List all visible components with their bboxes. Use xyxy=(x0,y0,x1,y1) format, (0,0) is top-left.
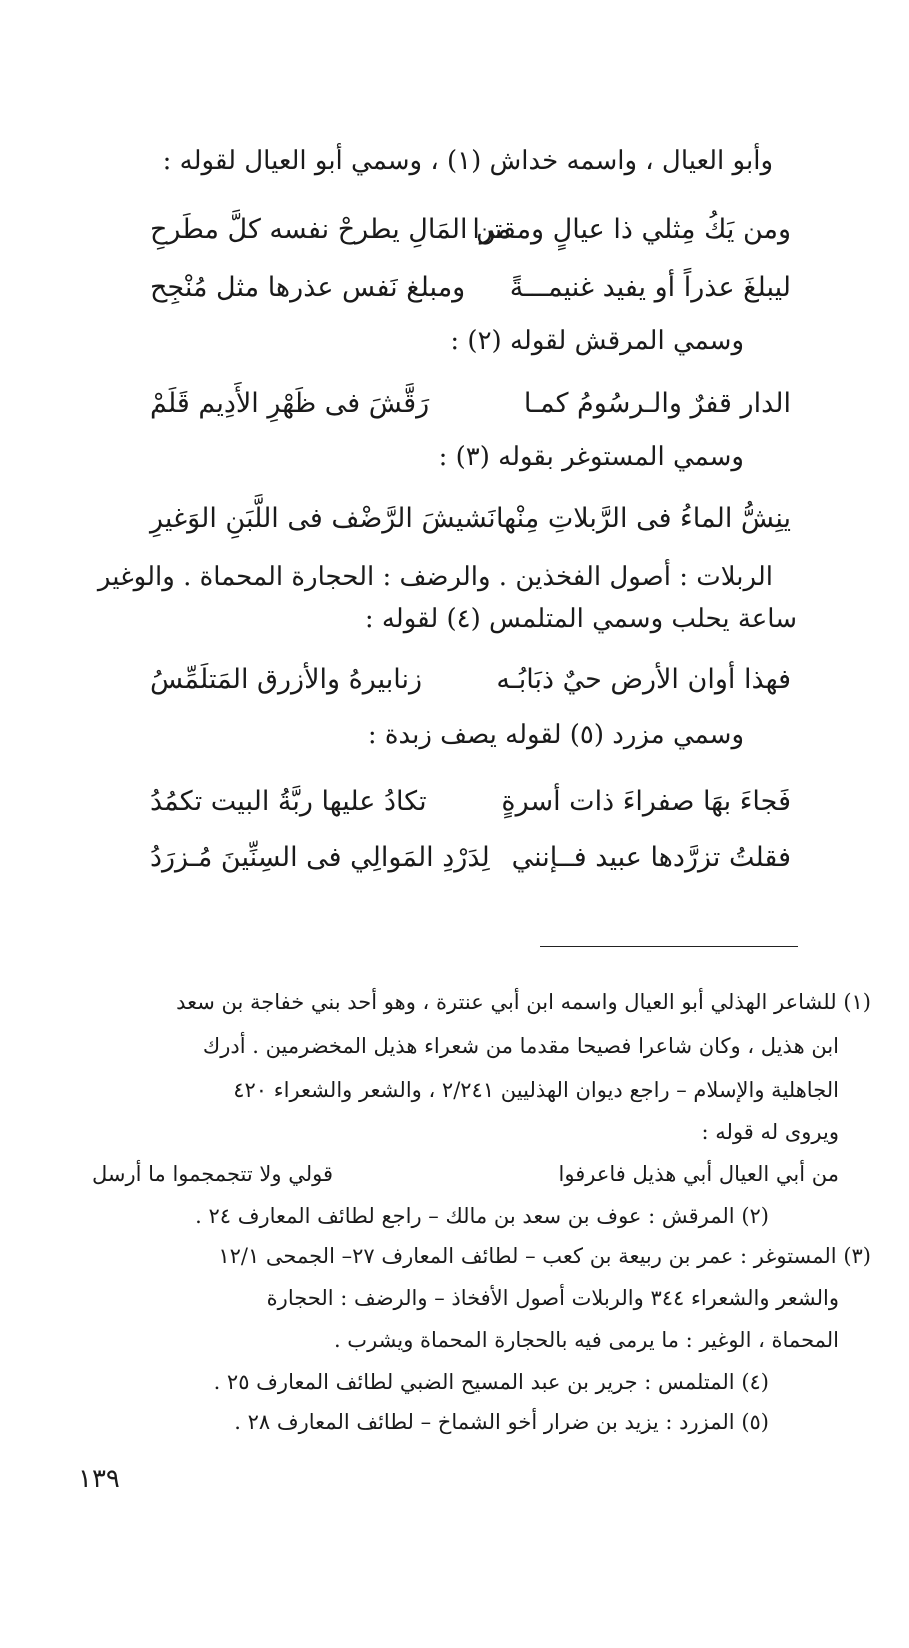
verse-4-second-hemistich: نَشيشَ الرَّضْف فى اللَّبَنِ الوَغيرِ xyxy=(150,503,496,534)
footnote-3-line-2: والشعر والشعراء ٣٤٤ والربلات أصول الأفخاذ – والرضف : الحجارة xyxy=(266,1286,839,1310)
verse-3-first-hemistich: الدار قفرٌ والـرسُومُ كمـا xyxy=(523,388,791,419)
footnote-1-line-1: (١) للشاعر الهذلي أبو العيال واسمه ابن أبي عنترة ، وهو أحد بني خفاجة بن سعد xyxy=(176,990,871,1014)
verse-5-second-hemistich: زنابيرهُ والأزرق المَتلَمِّسُ xyxy=(150,664,423,695)
murakkish-intro: وسمي المرقش لقوله (٢) : xyxy=(450,326,744,356)
verse-6-second-hemistich: تكادُ عليها ربَّةُ البيت تكمُدُ xyxy=(150,786,427,817)
footnote-4: (٤) المتلمس : جرير بن عبد المسيح الضبي لطائف المعارف ٢٥ . xyxy=(213,1370,769,1394)
verse-7-second-hemistich: لِدَرْدِ المَوالِي فى السِنِّينَ مُـزرَدُ xyxy=(150,842,490,873)
footnote-3-line-3: المحماة ، الوغير : ما يرمى فيه بالحجارة المحماة ويشرب . xyxy=(333,1328,839,1352)
mustawghir-intro: وسمي المستوغر بقوله (٣) : xyxy=(438,442,744,472)
footnote-1-verse-second: قولي ولا تتجمجموا ما أرسل xyxy=(92,1162,333,1186)
footnote-1-line-3: الجاهلية والإسلام – راجع ديوان الهذليين ٢/٢٤١ ، والشعر والشعراء ٤٢٠ xyxy=(233,1078,839,1102)
footnote-divider xyxy=(540,946,798,947)
verse-7-first-hemistich: فقلتُ تزرَّدها عبيد فــإنني xyxy=(511,842,791,873)
verse-2-second-hemistich: ومبلغ نَفس عذرها مثل مُنْجِح xyxy=(150,272,466,303)
verse-5-first-hemistich: فهذا أوان الأرض حيٌ ذبَابُـه xyxy=(496,664,791,695)
verse-3-second-hemistich: رَقَّشَ فى ظَهْرِ الأَدِيم قَلَمْ xyxy=(150,388,430,419)
verse-2-first-hemistich: ليبلغَ عذراً أو يفيد غنيمـــةً xyxy=(509,272,791,303)
page-number: ١٣٩ xyxy=(78,1464,120,1494)
footnote-1-verse-first: من أبي العيال أبي هذيل فاعرفوا xyxy=(558,1162,839,1186)
verse-4-first-hemistich: ينِشُّ الماءُ فى الرَّبلاتِ مِنْها xyxy=(495,503,791,534)
gloss-line-2: ساعة يحلب وسمي المتلمس (٤) لقوله : xyxy=(364,604,797,634)
footnote-5: (٥) المزرد : يزيد بن ضرار أخو الشماخ – لطائف المعارف ٢٨ . xyxy=(234,1410,769,1434)
verse-1-second-hemistich: من المَالِ يطرحْ نفسه كلَّ مطَرحِ xyxy=(150,214,512,245)
gloss-line-1: الربلات : أصول الفخذين . والرضف : الحجارة المحماة . والوغير xyxy=(97,562,773,592)
footnote-1-line-4: ويروى له قوله : xyxy=(701,1120,839,1144)
muzarrid-intro: وسمي مزرد (٥) لقوله يصف زبدة : xyxy=(367,720,744,750)
footnote-1-line-2: ابن هذيل ، وكان شاعرا فصيحا مقدما من شعراء هذيل المخضرمين . أدرك xyxy=(202,1034,839,1058)
footnote-3-line-1: (٣) المستوغر : عمر بن ربيعة بن كعب – لطائف المعارف ٢٧– الجمحى ١٢/١ xyxy=(218,1244,871,1268)
intro-line: وأبو العيال ، واسمه خداش (١) ، وسمي أبو العيال لقوله : xyxy=(162,146,773,176)
verse-1-first-hemistich: ومن يَكُ مِثلي ذا عيالٍ ومقترا xyxy=(472,214,791,245)
footnote-2: (٢) المرقش : عوف بن سعد بن مالك – راجع لطائف المعارف ٢٤ . xyxy=(195,1204,769,1228)
verse-6-first-hemistich: فَجاءَ بهَا صفراءَ ذات أسرةٍ xyxy=(501,786,791,817)
